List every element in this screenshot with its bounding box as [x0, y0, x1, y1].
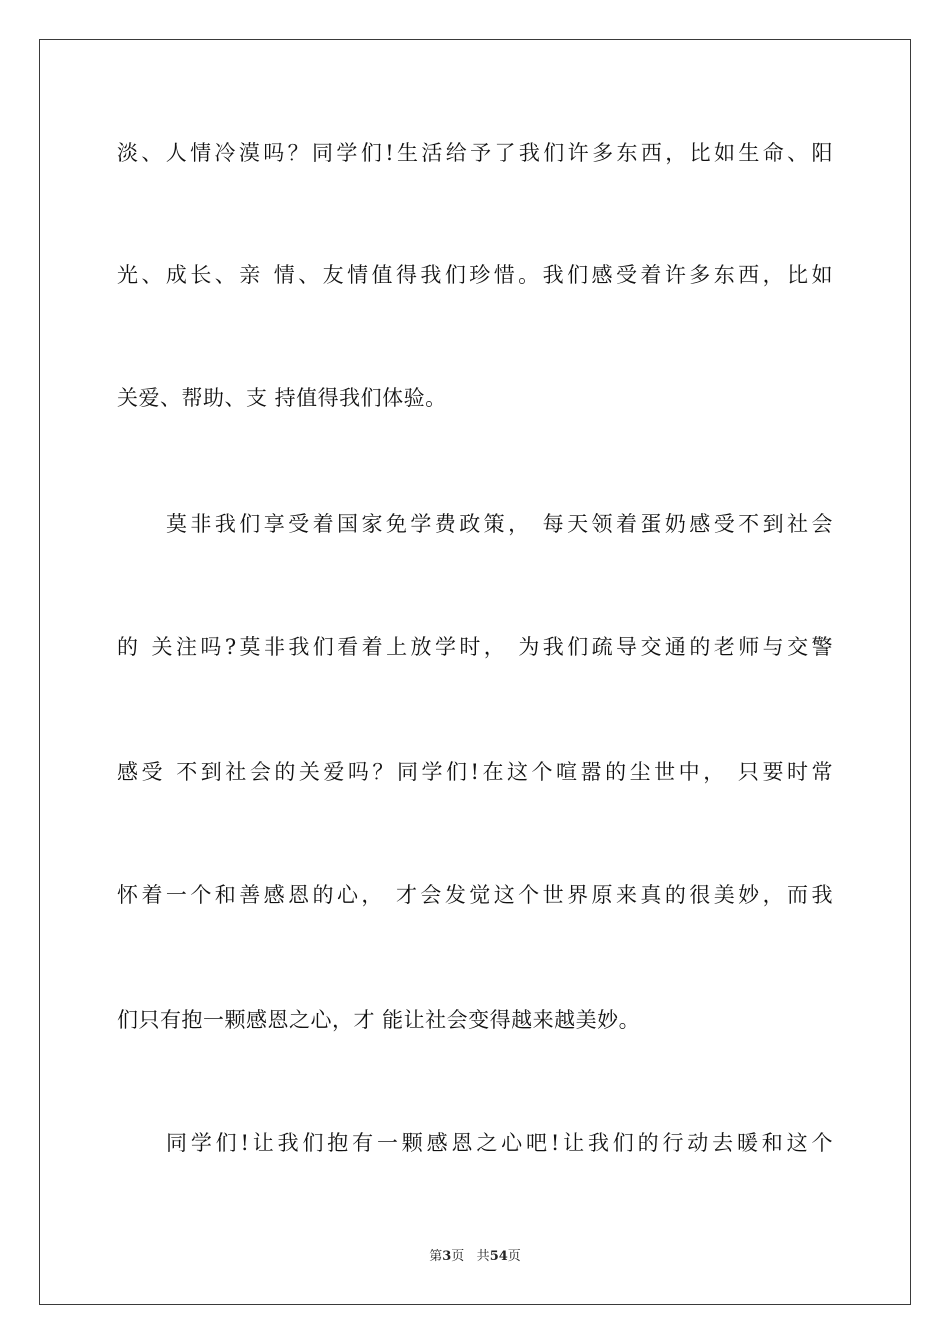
paragraph-first-line: 同学们!让我们抱有一颗感恩之心吧!让我们的行动去暖和这个: [166, 1131, 833, 1155]
body-text-line: 感受 不到社会的关爱吗？同学们!在这个喧嚣的尘世中， 只要时常: [117, 760, 833, 784]
page-suffix: 页: [451, 1249, 465, 1264]
page-number: 3: [442, 1249, 452, 1264]
body-text-line: 的 关注吗?莫非我们看着上放学时， 为我们疏导交通的老师与交警: [117, 635, 833, 659]
total-pages: 54: [489, 1249, 508, 1264]
body-text-line: 们只有抱一颗感恩之心，才 能让社会变得越来越美妙。: [117, 1008, 641, 1032]
body-text-line: 光、成长、亲 情、友情值得我们珍惜。我们感受着许多东西，比如: [117, 263, 833, 287]
body-text-line: 关爱、帮助、支 持值得我们体验。: [117, 386, 447, 410]
page-border: [39, 39, 911, 1305]
body-text-line: 怀着一个和善感恩的心， 才会发觉这个世界原来真的很美妙，而我: [117, 883, 833, 907]
total-prefix: 共: [476, 1249, 490, 1264]
page-footer: [0, 1248, 950, 1266]
total-suffix: 页: [507, 1249, 521, 1264]
page-prefix: 第: [429, 1249, 443, 1264]
body-text-line: 淡、人情冷漠吗？同学们!生活给予了我们许多东西，比如生命、阳: [117, 141, 833, 165]
paragraph-first-line: 莫非我们享受着国家免学费政策， 每天领着蛋奶感受不到社会: [166, 512, 833, 536]
